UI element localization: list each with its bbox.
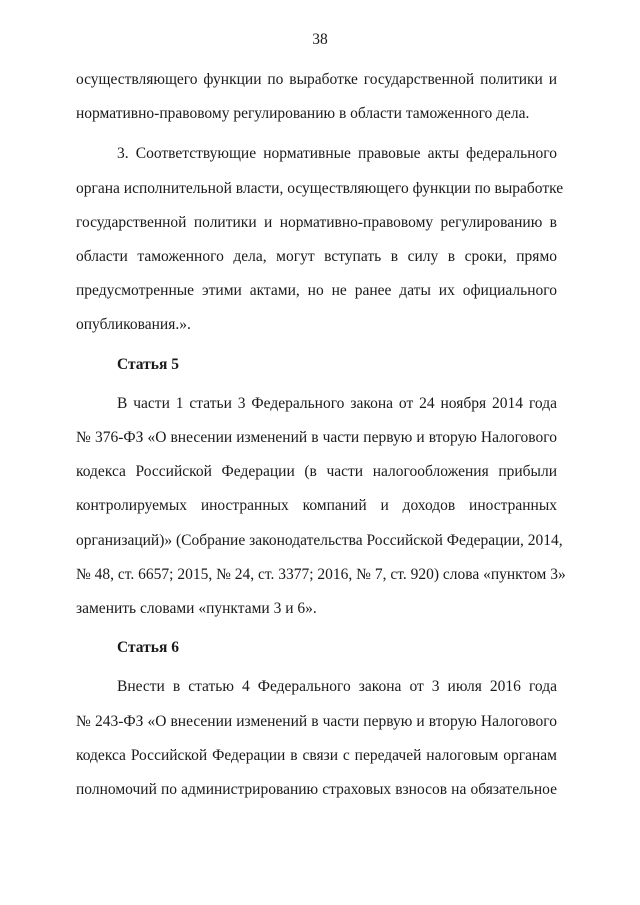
paragraph-item-3	[76, 137, 564, 342]
text-line: нормативно-правовому регулированию в области таможенного дела.	[76, 105, 530, 123]
text-line: заменить словами «пунктами 3 и 6».	[76, 600, 317, 618]
paragraph-article-5	[76, 387, 566, 626]
text-line: организаций)» (Собрание законодательства Российской Федерации, 2014,	[76, 531, 563, 549]
text-line: области таможенного дела, могут вступать в силу в сроки, прямо	[76, 248, 557, 266]
text-line: предусмотренные этими актами, но не ранее даты их официального	[76, 282, 557, 300]
text-line: Внести в статью 4 Федерального закона от 3 июля 2016 года	[117, 678, 557, 696]
paragraph-article-6	[76, 670, 557, 807]
article-heading-6: Статья 6	[117, 639, 179, 657]
text-line: В части 1 статьи 3 Федерального закона от 24 ноября 2014 года	[117, 394, 557, 412]
text-line: контролируемых иностранных компаний и доходов иностранных	[76, 497, 557, 515]
text-line: № 243-ФЗ «О внесении изменений в части первую и вторую Налогового	[76, 712, 557, 730]
text-line: полномочий по администрированию страховых взносов на обязательное	[76, 781, 557, 799]
text-line: № 48, ст. 6657; 2015, № 24, ст. 3377; 2016, № 7, ст. 920) слова «пунктом 3»	[76, 565, 566, 583]
text-line: № 376-ФЗ «О внесении изменений в части первую и вторую Налогового	[76, 429, 557, 447]
text-line: государственной политики и нормативно-правовому регулированию в	[76, 213, 557, 231]
document-body	[76, 63, 566, 807]
text-line: кодекса Российской Федерации (в части налогообложения прибыли	[76, 463, 557, 481]
paragraph-continuation	[76, 63, 557, 131]
page-number: 38	[312, 31, 328, 48]
text-line: опубликования.».	[76, 316, 191, 334]
text-line: органа исполнительной власти, осуществляющего функции по выработке	[76, 179, 564, 197]
article-heading-5: Статья 5	[117, 355, 179, 373]
text-line: осуществляющего функции по выработке государственной политики и	[76, 71, 557, 88]
text-line: 3. Соответствующие нормативные правовые акты федерального	[117, 145, 557, 163]
text-line: кодекса Российской Федерации в связи с передачей налоговым органам	[76, 746, 557, 764]
